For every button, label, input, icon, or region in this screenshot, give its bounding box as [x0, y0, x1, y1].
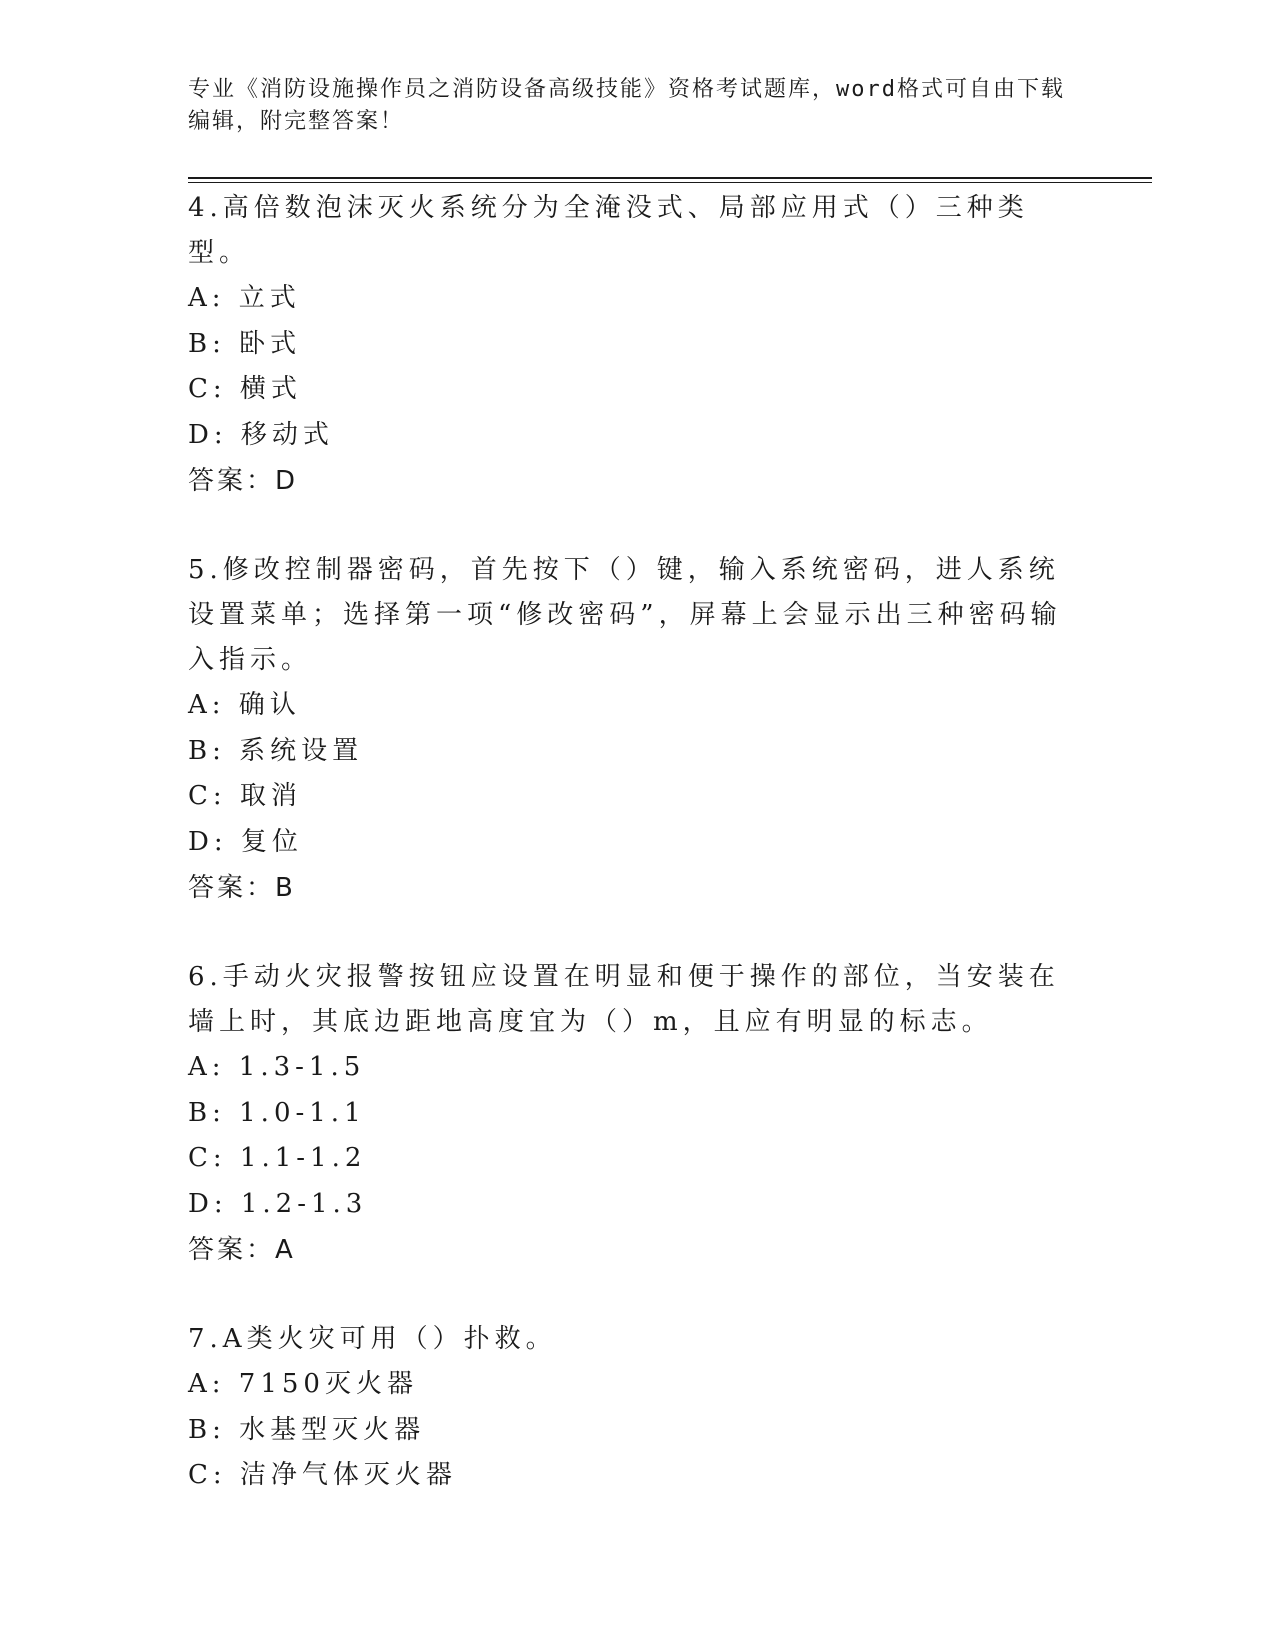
option-a: A: 确认 — [188, 690, 301, 720]
option-a: A: 立式 — [188, 283, 301, 313]
question-stem: 5.修改控制器密码，首先按下（）键，输入系统密码，进人系统设置菜单；选择第一项“修改密码”，屏幕上会显示出三种密码输入指示。 — [188, 555, 1062, 675]
option-c: C: 洁净气体灭火器 — [188, 1460, 457, 1490]
question-5 — [188, 548, 1068, 911]
option-c: C: 横式 — [188, 374, 302, 404]
answer-line: 答案：A — [188, 1235, 296, 1265]
option-b: B: 卧式 — [188, 328, 302, 359]
document-header: 专业《消防设施操作员之消防设备高级技能》资格考试题库，word格式可自由下载编辑，附完整答案！ — [188, 77, 1065, 134]
option-b: B: 系统设置 — [188, 735, 364, 766]
header-rule-thin — [188, 182, 1152, 183]
option-a: A: 1.3-1.5 — [188, 1052, 366, 1082]
question-stem: 4.高倍数泡沫灭火系统分为全淹没式、局部应用式（）三种类型。 — [188, 193, 1029, 268]
answer-line: 答案：B — [188, 873, 296, 903]
question-7 — [188, 1317, 1068, 1499]
option-d: D: 复位 — [188, 826, 303, 857]
header-rule-thick — [188, 177, 1152, 179]
option-d: D: 1.2-1.3 — [188, 1188, 368, 1219]
option-b: B: 1.0-1.1 — [188, 1097, 366, 1128]
question-stem: 6.手动火灾报警按钮应设置在明显和便于操作的部位，当安装在墙上时，其底边距地高度宜为（）m，且应有明显的标志。 — [188, 962, 1060, 1037]
option-c: C: 取消 — [188, 781, 302, 811]
question-list — [188, 186, 1068, 1543]
answer-line: 答案：D — [188, 466, 299, 496]
option-c: C: 1.1-1.2 — [188, 1143, 367, 1173]
question-6 — [188, 955, 1068, 1273]
option-a: A: 7150灭火器 — [188, 1369, 418, 1399]
question-stem: 7.A类火灾可用（）扑救。 — [188, 1324, 557, 1354]
option-b: B: 水基型灭火器 — [188, 1414, 426, 1445]
question-4 — [188, 186, 1068, 504]
option-d: D: 移动式 — [188, 419, 334, 450]
